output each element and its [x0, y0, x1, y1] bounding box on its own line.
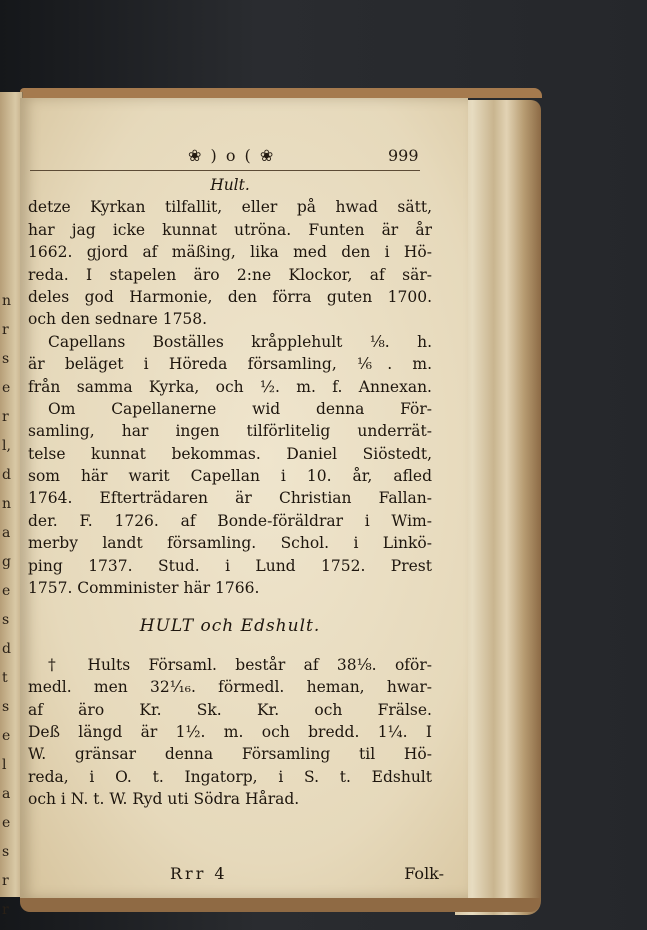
text-line: detze Kyrkan tilfallit, eller på hwad sätt,: [28, 198, 432, 217]
text-line: är beläget i Höreda församling, ⅙. m.: [28, 355, 432, 374]
facing-page-letter: g: [2, 554, 11, 570]
text-line: reda. I stapelen äro 2:ne Klockor, af sär-: [28, 265, 432, 284]
text-line: och den sednare 1758.: [28, 310, 208, 329]
text-line: som här warit Capellan i 10. år, afled: [28, 467, 432, 486]
facing-page-letter: d: [2, 641, 11, 657]
section-heading: HULT och Edshult.: [139, 616, 321, 637]
text-line: † Hults Församl. består af 38⅛. oför-: [48, 655, 432, 674]
text-line: 1757. Comminister här 1766.: [28, 579, 260, 598]
page-text: [28, 174, 432, 811]
running-head: [40, 146, 452, 170]
facing-page-letter: r: [2, 409, 9, 425]
facing-page-letter: a: [2, 786, 11, 802]
facing-page-letter: r: [2, 873, 9, 889]
text-line: deles god Harmonie, den förra guten 1700.: [28, 287, 432, 306]
section-title-line: Hult.: [210, 176, 250, 194]
book-cover-top-edge: [20, 88, 542, 98]
facing-page-letter: n: [2, 293, 12, 309]
text-line: Capellans Boställes kråpplehult ⅛. h.: [48, 332, 432, 351]
facing-page-letter: e: [2, 380, 11, 396]
page-number: 999: [388, 146, 419, 165]
text-line: der. F. 1726. af Bonde-föräldrar i Wim-: [28, 511, 432, 530]
facing-page-letter: s: [2, 844, 10, 860]
line-gap: [28, 599, 432, 615]
facing-page-letter: r: [2, 322, 9, 338]
facing-page-letter: e: [2, 583, 11, 599]
text-line: 1662. gjord af mäßing, lika med den i Hö-: [28, 243, 432, 262]
facing-page-letter: t: [2, 670, 8, 686]
head-ornament: ❀ ) o ( ❀: [188, 146, 276, 165]
text-line: af äro Kr. Sk. Kr. och Frälse.: [28, 700, 432, 719]
text-line: och i N. t. W. Ryd uti Södra Hårad.: [28, 790, 300, 809]
text-line: W. gränsar denna Församling til Hö-: [28, 745, 432, 764]
facing-page-letter: n: [2, 496, 12, 512]
text-line: merby landt församling. Schol. i Linkö-: [28, 534, 432, 553]
text-line: medl. men 32⅟₁₆. förmedl. heman, hwar-: [28, 678, 432, 697]
book-page: [20, 98, 468, 898]
text-line: Om Capellanerne wid denna För-: [48, 399, 432, 418]
facing-page-letter: d: [2, 467, 11, 483]
page-footer: [170, 864, 444, 888]
facing-page-letter: e: [2, 728, 11, 744]
head-rule: [30, 170, 420, 171]
text-line: samling, har ingen tilförlitelig underrät-: [28, 422, 432, 441]
line-gap: [28, 638, 432, 654]
text-line: har jag icke kunnat utröna. Funten är år: [28, 220, 432, 239]
text-line: ping 1737. Stud. i Lund 1752. Prest: [28, 556, 432, 575]
facing-page-letter: s: [2, 351, 10, 367]
text-line: från samma Kyrka, och ½. m. f. Annexan.: [28, 377, 432, 396]
book-cover-bottom-edge: [20, 898, 540, 912]
text-line: reda, i O. t. Ingatorp, i S. t. Edshult: [28, 767, 432, 786]
facing-page-letter: a: [2, 525, 11, 541]
facing-page-letter: e: [2, 815, 11, 831]
facing-page-letters: [2, 287, 16, 925]
text-line: telse kunnat bekommas. Daniel Siöstedt,: [28, 444, 432, 463]
facing-page-letter: l,: [2, 438, 11, 454]
signature-mark: Rrr 4: [170, 864, 228, 883]
facing-page-letter: r: [2, 902, 9, 918]
catchword: Folk-: [404, 864, 444, 883]
text-line: Deß längd är 1½. m. och bredd. 1¼. I: [28, 722, 432, 741]
facing-page-letter: s: [2, 612, 10, 628]
facing-page-letter: s: [2, 699, 10, 715]
text-line: 1764. Efterträdaren är Christian Fallan-: [28, 489, 432, 508]
facing-page-letter: l: [2, 757, 7, 773]
